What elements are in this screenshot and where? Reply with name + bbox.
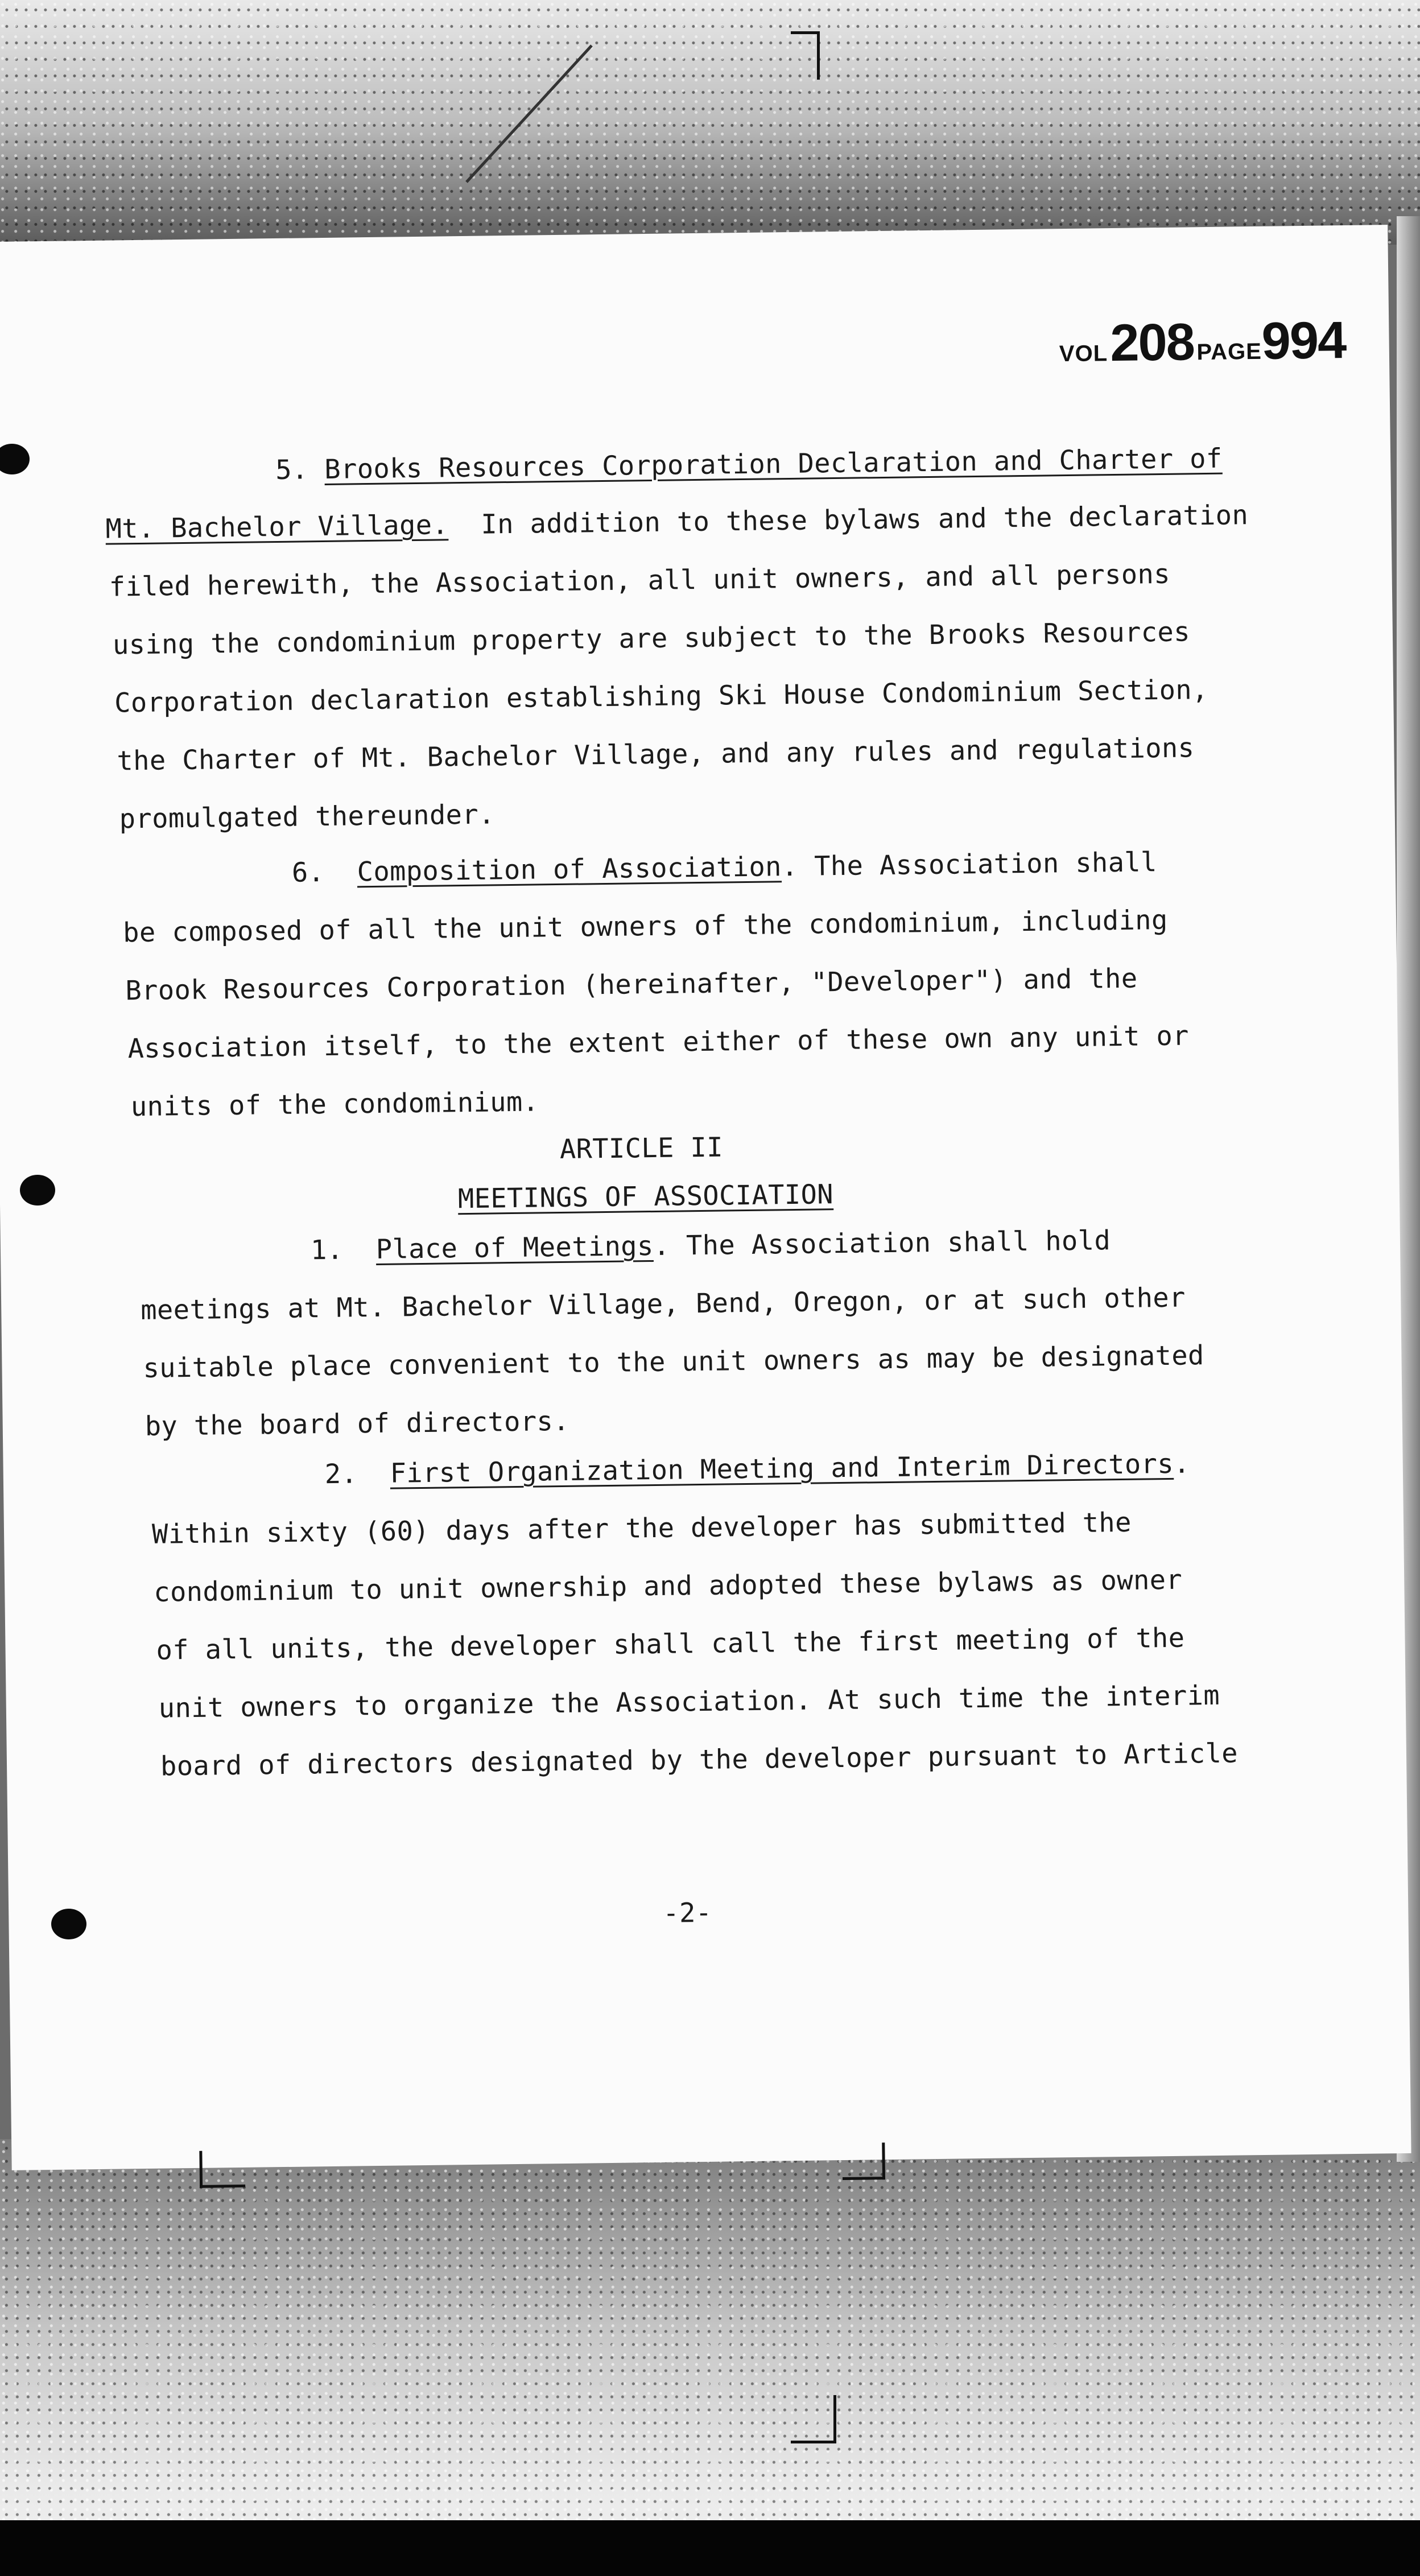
page-number: 994 <box>1261 311 1346 370</box>
article-2-section-1-heading-line <box>311 1225 1111 1266</box>
article-2-section-1-line: suitable place convenient to the unit owners as may be designated <box>143 1340 1204 1384</box>
article-2-section-2-line: Within sixty (60) days after the developer has submitted the <box>151 1506 1132 1550</box>
article-2-section-2-line: unit owners to organize the Association. At such time the interim <box>158 1679 1220 1724</box>
crop-mark-top <box>791 31 820 80</box>
article-2-section-1-heading-rest: . The Association shall hold <box>653 1225 1111 1262</box>
crop-mark-bottom-left <box>199 2150 245 2188</box>
section-6-line: Brook Resources Corporation (hereinafter, "Developer") and the <box>125 963 1138 1007</box>
section-5-line: promulgated thereunder. <box>119 799 496 835</box>
vol-number: 208 <box>1109 313 1195 373</box>
crop-mark-bottom-right <box>842 2142 885 2180</box>
scan-scratch-line <box>444 34 603 193</box>
section-6-line: Association itself, to the extent either of these own any unit or <box>127 1020 1190 1065</box>
article-2-section-2-number: 2. <box>324 1458 358 1491</box>
punch-hole <box>51 1909 86 1939</box>
section-6-number: 6. <box>291 857 325 889</box>
section-5-line: the Charter of Mt. Bachelor Village, and any rules and regulations <box>117 732 1195 777</box>
article-2-section-1-number: 1. <box>310 1234 344 1266</box>
document-page <box>0 225 1411 2170</box>
section-5-heading-line <box>275 443 1223 486</box>
section-6-line: units of the condominium. <box>130 1086 539 1123</box>
volume-page-stamp <box>1059 311 1346 374</box>
scan-bottom-noise <box>0 2139 1420 2576</box>
section-5-line-2 <box>105 499 1248 545</box>
section-5-heading: Brooks Resources Corporation Declaration and Charter of <box>324 443 1223 485</box>
article-2-section-2-line: condominium to unit ownership and adopted these bylaws as owner <box>154 1564 1183 1608</box>
article-title: ARTICLE II <box>559 1132 724 1165</box>
section-5-line: Corporation declaration establishing Ski House Condominium Section, <box>114 674 1209 719</box>
section-5-line: using the condominium property are subject to the Brooks Resources <box>112 616 1191 661</box>
article-2-section-2-heading-line <box>324 1448 1190 1491</box>
section-6-line: be composed of all the unit owners of the condominium, including <box>122 904 1168 949</box>
crop-mark-bottom <box>791 2395 836 2443</box>
section-6-heading: Composition of Association <box>357 851 782 888</box>
scan-black-strip <box>0 2520 1420 2576</box>
section-6-heading-line <box>292 847 1158 889</box>
article-subtitle: MEETINGS OF ASSOCIATION <box>457 1179 834 1215</box>
article-2-section-2-line: board of directors designated by the developer pursuant to Article <box>160 1737 1239 1782</box>
section-5-number: 5. <box>275 454 309 486</box>
punch-hole <box>20 1175 55 1206</box>
article-2-section-1-heading: Place of Meetings <box>375 1231 654 1265</box>
article-2-section-2-heading-rest: . <box>1173 1448 1191 1480</box>
section-6-heading-rest: . The Association shall <box>781 847 1158 883</box>
article-2-section-2-heading: First Organization Meeting and Interim Directors <box>390 1448 1174 1489</box>
article-2-section-2-line: of all units, the developer shall call the first meeting of the <box>156 1622 1185 1666</box>
page-footer-number: -2- <box>662 1897 712 1929</box>
section-5-line: filed herewith, the Association, all unit owners, and all persons <box>109 558 1171 603</box>
section-5-heading-continued: Mt. Bachelor Village. <box>105 509 449 545</box>
page-label: PAGE <box>1196 338 1262 365</box>
vol-label: VOL <box>1059 341 1108 367</box>
article-2-section-1-line: meetings at Mt. Bachelor Village, Bend, Oregon, or at such other <box>140 1282 1186 1327</box>
scan-top-noise <box>0 0 1420 245</box>
article-2-section-1-line: by the board of directors. <box>145 1405 570 1442</box>
section-5-line-2-text: In addition to these bylaws and the declaration <box>481 499 1249 540</box>
